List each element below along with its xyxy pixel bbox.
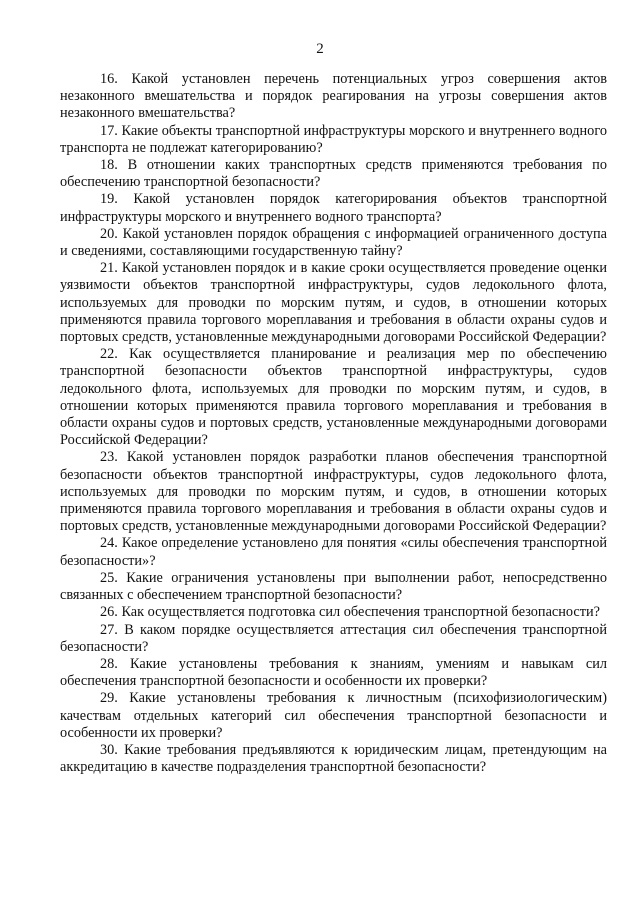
question-25: 25. Какие ограничения установлены при выполнении работ, непосредственно связанных с обеспечением транспортной безопасности? [60, 569, 607, 604]
question-29: 29. Какие установлены требования к личностным (психофизиологическим) качествам отдельных категорий сил обеспечения транспортной безопасности и особенности их проверки? [60, 690, 607, 741]
question-27: 27. В каком порядке осуществляется аттестация сил обеспечения транспортной безопасности? [60, 621, 607, 655]
question-20: 20. Какой установлен порядок обращения с информацией ограниченного доступа и сведениями, составляющими государственную тайну? [60, 225, 607, 260]
question-30: 30. Какие требования предъявляются к юридическим лицам, претендующим на аккредитацию в качестве подразделения транспортной безопасности? [60, 741, 607, 776]
question-24: 24. Какое определение установлено для понятия «силы обеспечения транспортной безопасности»? [60, 535, 607, 569]
question-22: 22. Как осуществляется планирование и реализация мер по обеспечению транспортной безопасности объектов транспортной инфраструктуры, судов ледокольного флота, используемых для проводки по морским путям, и судов, в отношении которых применяются правила торгового мореплавания и требования в области охраны судов и портовых средств, установленные международными договорами Российской Федерации? [60, 346, 607, 449]
question-17: 17. Какие объекты транспортной инфраструктуры морского и внутреннего водного транспорта не подлежат категорированию? [60, 122, 607, 156]
question-list [60, 71, 607, 776]
question-26: 26. Как осуществляется подготовка сил обеспечения транспортной безопасности? [100, 604, 601, 621]
page-number: 2 [316, 41, 324, 57]
question-21: 21. Какой установлен порядок и в какие сроки осуществляется проведение оценки уязвимости объектов транспортной инфраструктуры, судов ледокольного флота, используемых для проводки по морским путям, и судов, в отношении которых применяются правила торгового мореплавания и требования в области охраны судов и портовых средств, установленные международными договорами Российской Федерации? [60, 260, 607, 346]
question-18: 18. В отношении каких транспортных средств применяются требования по обеспечению транспортной безопасности? [60, 157, 607, 191]
question-23: 23. Какой установлен порядок разработки планов обеспечения транспортной безопасности объектов транспортной инфраструктуры, судов ледокольного флота, используемых для проводки по морским путям, и судов, в отношении которых применяются правила торгового мореплавания и требования в области охраны судов и портовых средств, установленные международными договорами Российской Федерации? [60, 449, 607, 535]
question-28: 28. Какие установлены требования к знаниям, умениям и навыкам сил обеспечения транспортной безопасности и особенности их проверки? [60, 655, 607, 690]
question-16: 16. Какой установлен перечень потенциальных угроз совершения актов незаконного вмешательства и порядок реагирования на угрозы совершения актов незаконного вмешательства? [60, 71, 607, 122]
question-19: 19. Какой установлен порядок категорирования объектов транспортной инфраструктуры морского и внутреннего водного транспорта? [60, 191, 607, 225]
